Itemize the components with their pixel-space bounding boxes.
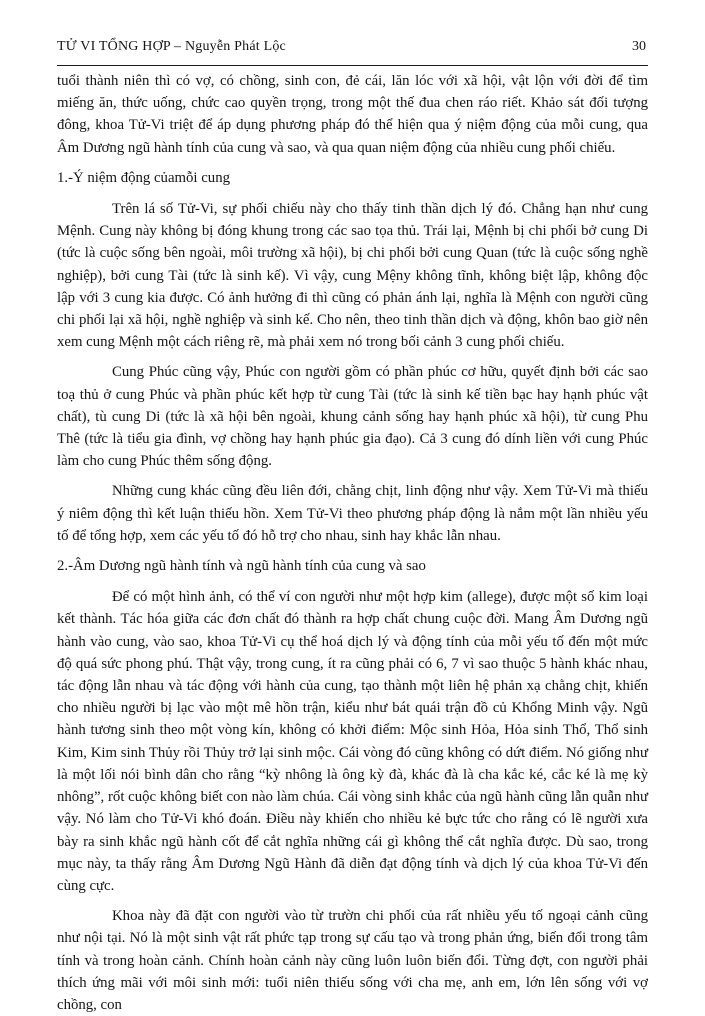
body-paragraph: Khoa này đã đặt con người vào từ trườn chi phối của rất nhiều yếu tố ngoại cảnh cũng như nội tại. Nó là một sinh vật rất phức tạp trong sự cấu tạo và trong phản ứng, biến đổi trong tâm tính và trong hoàn cảnh. Chính hoàn cảnh này cũng luôn luôn biến đổi. Từng đợt, con người phải thích ứng mãi với môi sinh mới: tuổi niên thiếu sống với cha mẹ, anh em, lớn lên sống với vợ chồng, con (57, 908, 648, 1013)
body-paragraph: Trên lá số Tử-Vi, sự phối chiếu này cho thấy tinh thần dịch lý đó. Chẳng hạn như cung Mệnh. Cung này không bị đóng khung trong các sao tọa thủ. Trái lại, Mệnh bị chi phối bở cung Di (tức là cuộc sống bên ngoài, môi trường xã hội), bị chi phối bởi cung Quan (tức là cuộc sống nghề nghiệp), bởi cung Tài (tức là sinh kế). Vì vậy, cung Mệny không tĩnh, không biệt lập, không độc lập với 3 cung kia được. Có ảnh hưởng đi thì cũng có phản ánh lại, nghĩa là Mệnh con người cũng chi phối lại xã hội, nghề nghiệp và sinh kế. Cho nên, theo tinh thần dịch và động, khôn bao giờ nên xem cung Mệnh một cách riêng rẽ, mà phải xem nó trong bối cảnh 3 cung phối chiếu. (57, 201, 648, 351)
body-paragraph: tuổi thành niên thì có vợ, có chồng, sinh con, đẻ cái, lăn lóc với xã hội, vật lộn với đời để tìm miếng ăn, thức uống, chức cao quyền trọng, trong một thế đua chen ráo riết. Khảo sát đối tượng đông, khoa Tử-Vi triệt để áp dụng phương pháp đó thể hiện qua ý niệm động của mỗi cung, qua Âm Dương ngũ hành tính của cung và sao, và qua quan niệm động của nhiều cung phối chiếu. (57, 73, 648, 156)
body-paragraph: Cung Phúc cũng vậy, Phúc con người gồm có phần phúc cơ hữu, quyết định bởi các sao toạ thủ ở cung Phúc và phần phúc kết hợp từ cung Tài (tức là sinh kế tiền bạc hay hạnh phúc vật chất), tù cung Di (tức là xã hội bên ngoài, khung cảnh sống hay hạnh phúc xã hội), từ cung Phu Thê (tức là tiểu gia đình, vợ chồng hay hạnh phúc gia đạo). Cả 3 cung đó dính liền với cung Phúc làm cho cung Phúc thêm sống động. (57, 364, 648, 470)
section-heading: 2.-Âm Dương ngũ hành tính và ngũ hành tính của cung và sao (57, 558, 426, 575)
book-title: TỬ VI TỔNG HỢP – Nguyễn Phát Lộc (57, 39, 286, 54)
page-header (57, 38, 648, 56)
page-number: 30 (632, 39, 646, 54)
page-body (57, 70, 648, 1016)
header-divider (57, 65, 648, 66)
body-paragraph: Để có một hình ảnh, có thể ví con người như một hợp kim (allege), được một số kim loại kết thành. Tác hóa giữa các đơn chất đó thành ra hợp chất chung cuộc đời. Mang Âm Dương ngũ hành vào cung, vào sao, khoa Tử-Vi cụ thể hoá dịch lý và động tính của mỗi yếu tố đến một mức độ quá sức phong phú. Thật vậy, trong cung, ít ra cũng phải có 6, 7 vì sao thuộc 5 hành khác nhau, tác động lẫn nhau và tác động với hành của cung, tạo thành một liên hệ phản xạ chằng chịt, khiến cho nhiều người bị lạc vào một mê hồn trận, kiểu như bát quái trận đồ củ Khổng Minh vậy. Ngũ hành tương sinh theo một vòng kín, không có khởi điểm: Mộc sinh Hỏa, Hỏa sinh Thổ, Thổ sinh Kim, Kim sinh Thủy rồi Thủy trở lại sinh mộc. Cái vòng đó cũng không có dứt điểm. Nó giống như là một lối nói bình dân cho rằng “kỳ nhông là ông kỳ đà, khác đà là cha kắc ké, cắc ké là mẹ kỳ nhông”, rốt cuộc không biết con nào làm chúa. Cái vòng sinh khắc của ngũ hành cũng lẫn quẫn như vậy. Nó làm cho Tử-Vi khó đoán. Điều này khiến cho nhiều kẻ bực tức cho rằng có lẽ người xưa bày ra sinh khắc ngũ hành cốt để cắt nghĩa những cái gì không thể cắt nghĩa được. Dù sao, trong mục này, ta thấy rằng Âm Dương Ngũ Hành đã diễn đạt động tính và dịch lý của khoa Tử-Vi đến cùng cực. (57, 589, 648, 894)
section-heading: 1.-Ý niệm động củamỗi cung (57, 169, 231, 186)
body-paragraph: Những cung khác cũng đều liên đới, chằng chịt, linh động như vậy. Xem Tử-Vi mà thiếu ý niêm động thì kết luận thiếu hồn. Xem Tử-Vi theo phương pháp động là nắm một lần nhiều yếu tố để tổng hợp, xem các yếu tố đó hỗ trợ cho nhau, sinh hay khắc lẫn nhau. (57, 483, 648, 544)
